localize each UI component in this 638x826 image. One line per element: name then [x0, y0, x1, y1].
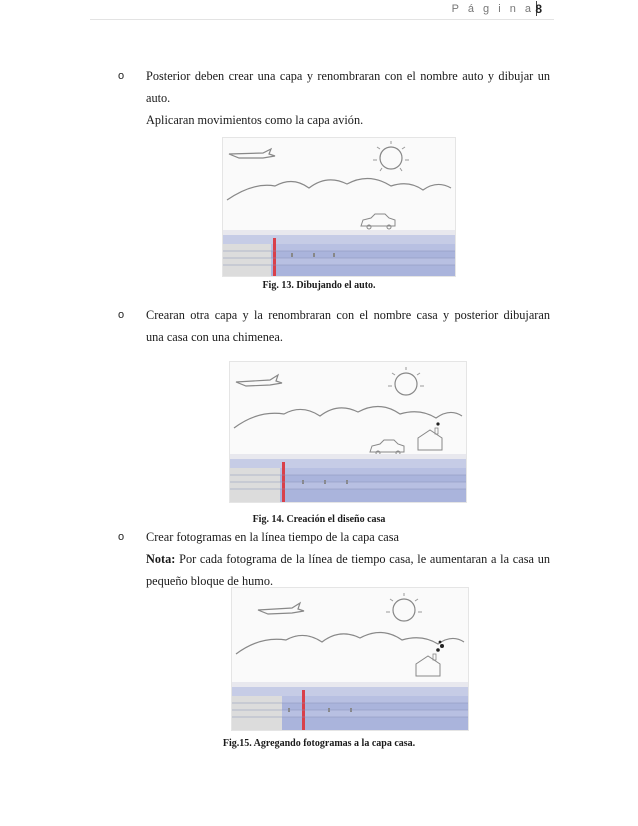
nota-label: Nota: [146, 552, 176, 566]
bullet-1: o [118, 70, 125, 82]
p3-line1: Crear fotogramas en la línea tiempo de la capa casa [146, 530, 399, 544]
p3-line2-text: Por cada fotograma de la línea de tiempo casa, le aumentaran a la casa un [175, 552, 550, 566]
page-header [0, 0, 638, 20]
p1-line1: Posterior deben crear una capa y renombraran con el nombre auto y dibujar un [146, 69, 550, 83]
p1-line2: auto. [146, 91, 171, 105]
paragraph-2 [146, 304, 550, 348]
bullet-3: o [118, 531, 125, 543]
figure-14-image [230, 362, 466, 502]
caption-fig14: Fig. 14. Creación el diseño casa [252, 514, 386, 525]
paragraph-1 [146, 65, 550, 131]
p1-line3: Aplicaran movimientos como la capa avión. [146, 113, 364, 127]
caption-fig13: Fig. 13. Dibujando el auto. [262, 280, 376, 291]
header-rule [90, 19, 554, 20]
p2-line1: Crearan otra capa y la renombraran con el nombre casa y posterior dibujaran [146, 308, 550, 322]
p2-line2: una casa con una chimenea. [146, 330, 283, 344]
p3-line2 [146, 548, 550, 570]
page-number: 8 [535, 2, 542, 16]
bullet-2: o [118, 309, 125, 321]
figure-15-image [232, 588, 468, 730]
paragraph-3 [146, 526, 550, 592]
figure-13-image [223, 138, 455, 276]
page-label: P á g i n a [451, 3, 534, 15]
p3-line3: pequeño bloque de humo. [146, 574, 274, 588]
caption-fig15: Fig.15. Agregando fotogramas a la capa casa. [222, 738, 416, 749]
